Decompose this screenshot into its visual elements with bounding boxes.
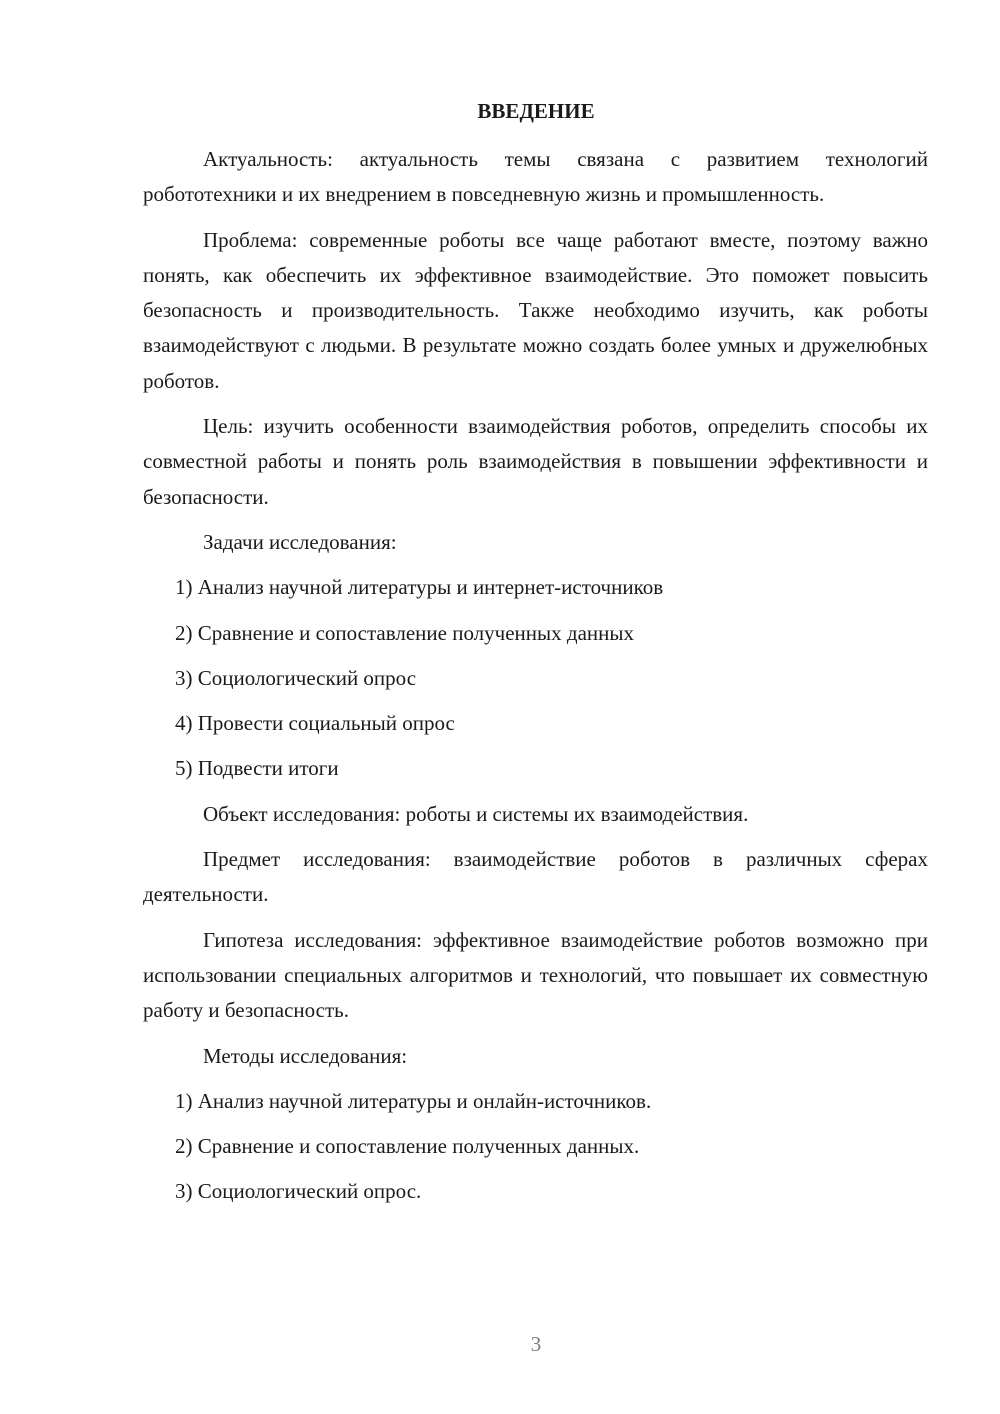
paragraph-goal: Цель: изучить особенности взаимодействия роботов, определить способы их совместной работы и понять роль взаимодействия в повышении эффективности и безопасности. <box>143 414 928 509</box>
method-item: 2) Сравнение и сопоставление полученных данных. <box>175 1134 640 1159</box>
task-item: 1) Анализ научной литературы и интернет-источников <box>175 575 664 600</box>
task-item: 4) Провести социальный опрос <box>175 711 455 736</box>
task-item: 3) Социологический опрос <box>175 665 417 690</box>
method-item: 3) Социологический опрос. <box>175 1179 422 1204</box>
body-text <box>143 142 928 1220</box>
paragraph-hypothesis: Гипотеза исследования: эффективное взаимодействие роботов возможно при использовании специальных алгоритмов и технологий, что повышает их совместную работу и безопасность. <box>143 927 928 1023</box>
tasks-heading: Задачи исследования: <box>203 529 397 554</box>
paragraph-problem: Проблема: современные роботы все чаще работают вместе, поэтому важно понять, как обеспечить их эффективное взаимодействие. Это поможет повысить безопасность и производительность. Также необходимо изучить, как роботы взаимодействуют с людьми. В результате можно создать более умных и дружелюбных роботов. <box>143 227 928 393</box>
task-item: 2) Сравнение и сопоставление полученных данных <box>175 620 634 645</box>
paragraph-subject: Предмет исследования: взаимодействие роботов в различных сферах деятельности. <box>143 847 928 907</box>
methods-heading: Методы исследования: <box>203 1043 408 1068</box>
page-number: 3 <box>530 1332 542 1356</box>
paragraph-relevance: Актуальность: актуальность темы связана с развитием технологий робототехники и их внедрением в повседневную жизнь и промышленность. <box>143 147 928 207</box>
paragraph-object: Объект исследования: роботы и системы их взаимодействия. <box>203 801 749 826</box>
method-item: 1) Анализ научной литературы и онлайн-источников. <box>175 1088 652 1113</box>
task-item: 5) Подвести итоги <box>175 756 339 781</box>
page-title: ВВЕДЕНИЕ <box>477 99 595 123</box>
